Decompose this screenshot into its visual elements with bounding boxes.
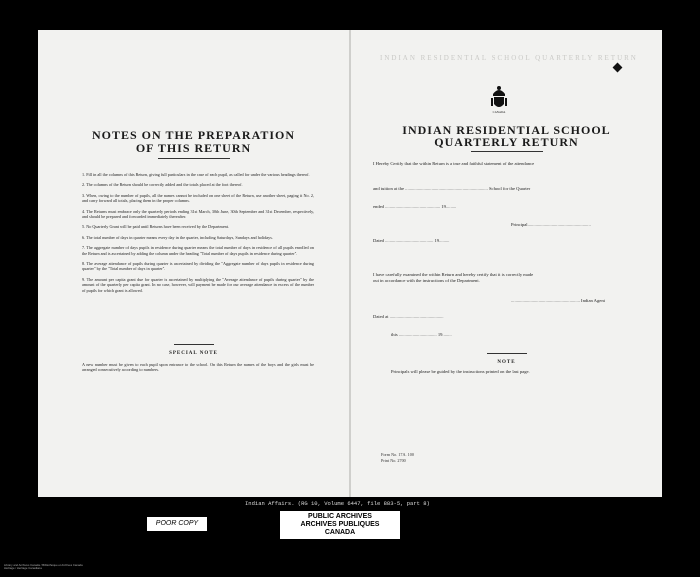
certify-line-2: and tuition at the ........................................................................ School for the Quarter (373, 186, 531, 191)
this-day-line: this ................................. 19........ (391, 332, 452, 337)
note-item-3: 3. When, owing to the number of pupils, all the names cannot be included on one sheet of the Return, use another sheet, paging it No. 2, and carry forward all totals, placing them in the proper columns. (82, 192, 314, 204)
bleed-through-text: INDIAN RESIDENTIAL SCHOOL QUARTERLY RETURN (380, 54, 638, 62)
dated-at-line: Dated at ............................................... (373, 314, 444, 319)
special-note-text: A new number must be given to each pupil upon entrance to the school. On this Return the names of the boys and the girls must be arranged consecutively according to numbers. (82, 362, 314, 373)
note-text: Principals will please be guided by the instructions printed on the last page. (391, 369, 530, 374)
left-page (38, 30, 349, 497)
crest-label: CANADA (492, 110, 506, 114)
stamp-line-2: ARCHIVES PUBLIQUES (300, 521, 380, 528)
form-title-rule (471, 151, 543, 152)
form-title-line2: QUARTERLY RETURN (434, 135, 579, 149)
agent-certify-line-1: I have carefully examined the within Return and hereby certify that it is correctly made (373, 272, 534, 277)
note-item-7: 7. The aggregate number of days pupils in residence during quarter means the total number of days in residence of all pupils enrolled on the Return and is ascertained by adding the column under the heading "Total number of days pupils in residence during quarter". (82, 245, 314, 256)
note-item-1: 1. Fill in all the columns of this Return, giving full particulars in the case of each pupil, as called for under the various headings thereof. (82, 172, 310, 177)
note-item-5: 5. No Quarterly Grant will be paid until Returns have been received by the Department. (82, 224, 229, 230)
form-number-line-1: Form No. 17A. 100 (381, 452, 414, 457)
note-title: NOTE (497, 360, 516, 365)
note-item-4: 4. The Returns must embrace only the quarterly periods ending 31st March, 30th June, 30th September and 31st December, respectively, and should be prepared and forwarded immediately thereafter. (82, 208, 314, 220)
notes-title-line2: OF THIS RETURN (135, 141, 252, 155)
principal-signature-line: Principal....................................................... (511, 222, 591, 227)
public-archives-stamp (280, 511, 400, 539)
note-item-2: 2. The columns of the Return should be correctly added and the totals placed at the foot thereof. (82, 182, 243, 188)
right-page (351, 30, 662, 497)
title-rule (158, 158, 230, 159)
form-number (381, 452, 414, 464)
notes-list (82, 172, 314, 293)
poor-copy-label: POOR COPY (147, 517, 207, 531)
stamp-line-1: PUBLIC ARCHIVES (308, 513, 372, 520)
indian-agent-signature-line: ............................................................ Indian Agent (511, 298, 605, 303)
certify-line-1: I Hereby Certify that the within Return is a true and faithful statement of the attendance (373, 161, 535, 166)
royal-crest-icon (489, 84, 509, 112)
special-note-rule (174, 344, 214, 345)
notes-title-line1: NOTES ON THE PREPARATION (91, 128, 296, 142)
archival-reference: Indian Affairs. (RG 10, Volume 6447, file 883-5, part 8) (245, 500, 430, 507)
form-number-line-2: Print No. 2700 (381, 458, 406, 463)
credit-line-1: Library and Archives Canada / Bibliothèque et Archives Canada (4, 563, 83, 567)
agent-certify-line-2: out in accordance with the instructions of the Department. (373, 278, 480, 283)
note-item-9: 9. The amount per capita grant due for quarter is ascertained by multiplying the "Average attendance of pupils during quarter" by the amount of the quarterly per capita grant. In no case, however, will payment be made for our average attendance in excess of the number of pupils for which grant is allowed. (82, 276, 314, 293)
dated-line: Dated .......................................... 19......... (373, 238, 450, 243)
credit-text (4, 564, 83, 571)
note-item-8: 8. The average attendance of pupils during quarter is ascertained by dividing the "Aggregate number of days pupils in residence during quarter" by the "Total number of days in quarter". (82, 261, 314, 272)
note-item-6: 6. The total number of days in quarter means every day in the quarter, including Saturdays, Sundays and holidays. (82, 234, 273, 240)
stamp-line-3: CANADA (324, 529, 356, 536)
note-rule (487, 353, 527, 354)
quarter-ended-line: ended ................................................ 19......... (373, 204, 457, 209)
special-note-title: SPECIAL NOTE (169, 351, 218, 356)
form-title-line1: INDIAN RESIDENTIAL SCHOOL (402, 123, 611, 137)
credit-line-2: Héritage / Heritage Canadiana (4, 566, 42, 571)
